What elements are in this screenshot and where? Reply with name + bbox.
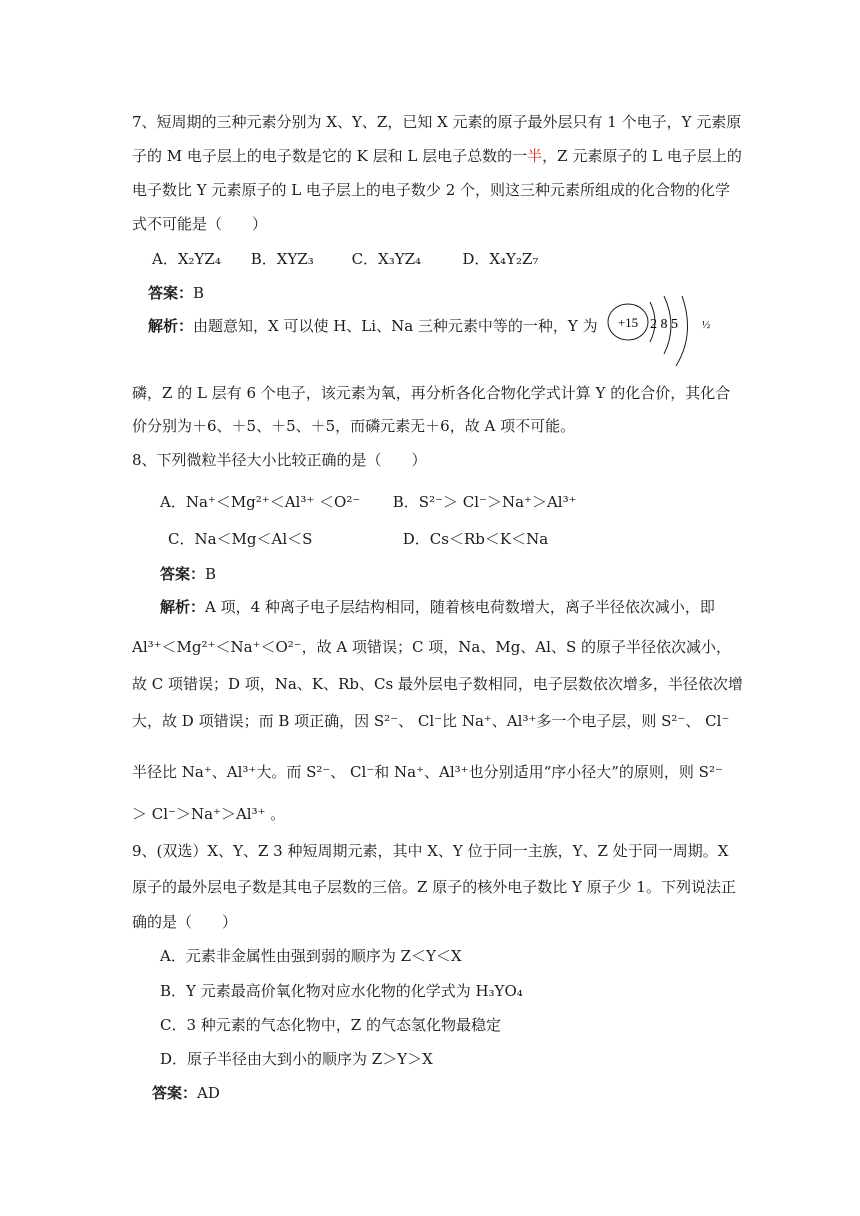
q9-stem-line-1: 9、(双选）X、Y、Z 3 种短周期元素，其中 X、Y 位于同一主族，Y、Z 处于同一周期。X [132, 842, 729, 860]
q7-options [152, 249, 538, 269]
nucleus-charge: +15 [617, 315, 639, 330]
analysis-text: A 项，4 种离子电子层结构相同，随着核电荷数增大，离子半径依次减小，即 [205, 598, 715, 616]
q7-stem-line-2 [132, 146, 742, 166]
q7-highlight: 半 [527, 147, 543, 165]
q8-answer [160, 564, 216, 584]
q8-stem: 8、下列微粒半径大小比较正确的是（ ） [132, 451, 427, 469]
q7-analysis-line-2: 磷，Z 的 L 层有 6 个电子，该元素为氧，再分析各化合物化学式计算 Y 的化合价，其化合 [132, 384, 731, 402]
q7-option-d: D．X₄Y₂Z₇ [462, 250, 539, 268]
q9-stem-line-3: 确的是（ ） [132, 913, 238, 931]
phosphorus-atom-diagram [606, 296, 716, 368]
shell-electrons: 2 8 5 [650, 317, 678, 332]
q9-stem-line-2: 原子的最外层电子数是其电子层数的三倍。Z 原子的核外电子数比 Y 原子少 1。下列说法正 [132, 878, 736, 896]
q7-analysis-line-3: 价分别为＋6、＋5、＋5、＋5，而磷元素无＋6，故 A 项不可能。 [132, 417, 576, 435]
analysis-label: 解析： [160, 598, 206, 616]
q8-option-c: C．Na＜Mg＜Al＜S [168, 530, 313, 548]
answer-label: 答案： [160, 565, 206, 583]
q7-option-a: A．X₂YZ₄ [152, 250, 221, 268]
q8-options-ab [160, 492, 577, 512]
q8-analysis-line-3: 故 C 项错误；D 项，Na、K、Rb、Cs 最外层电子数相同，电子层数依次增多，半径依次增 [132, 675, 743, 693]
q7-option-c: C．X₃YZ₄ [351, 250, 422, 268]
shell-tail: ½ [702, 319, 711, 331]
q7-stem-line-3: 电子数比 Y 元素原子的 L 电子层上的电子数少 2 个，则这三种元素所组成的化合物的化学 [132, 181, 731, 199]
q7-stem-line-4: 式不可能是（ ） [132, 215, 268, 233]
answer-label: 答案： [148, 284, 194, 302]
q7-text: ，Z 元素原子的 L 电子层上的 [542, 147, 742, 165]
q7-option-b: B．XYZ₃ [250, 250, 314, 268]
q8-option-b: B．S²⁻＞ Cl⁻＞Na⁺＞Al³⁺ [392, 493, 577, 511]
q7-analysis-line-1 [148, 316, 598, 336]
q8-option-a: A．Na⁺＜Mg²⁺＜Al³⁺ ＜O²⁻ [160, 493, 361, 511]
q7-text: 子的 M 电子层上的电子数是它的 K 层和 L 层电子总数的一 [132, 147, 528, 165]
answer-value: B [193, 284, 205, 302]
q8-analysis-line-5: 半径比 Na⁺、Al³⁺大。而 S²⁻、 Cl⁻和 Na⁺、Al³⁺也分别适用“序小径大”的原则，则 S²⁻ [132, 763, 723, 781]
answer-value: B [205, 565, 217, 583]
q8-option-d: D．Cs＜Rb＜K＜Na [402, 530, 549, 548]
q8-analysis-line-6: ＞ Cl⁻＞Na⁺＞Al³⁺ 。 [132, 805, 286, 823]
analysis-label: 解析： [148, 317, 194, 335]
answer-value: AD [197, 1084, 220, 1102]
q8-analysis-line-2: Al³⁺＜Mg²⁺＜Na⁺＜O²⁻，故 A 项错误；C 项，Na、Mg、Al、S 的原子半径依次减小， [132, 638, 731, 656]
q8-analysis-line-4: 大，故 D 项错误；而 B 项正确，因 S²⁻、 Cl⁻比 Na⁺、Al³⁺多一个电子层，则 S²⁻、 Cl⁻ [132, 712, 730, 730]
answer-label: 答案： [152, 1084, 198, 1102]
q8-options-cd [168, 529, 548, 549]
q9-option-d: D．原子半径由大到小的顺序为 Z＞Y＞X [160, 1050, 433, 1068]
q9-option-b: B．Y 元素最高价氧化物对应水化物的化学式为 H₃YO₄ [160, 982, 523, 1000]
analysis-text: 由题意知，X 可以使 H、Li、Na 三种元素中等的一种，Y 为 [193, 317, 598, 335]
q8-analysis-line-1 [160, 597, 715, 617]
q9-option-c: C．3 种元素的气态化物中，Z 的气态氢化物最稳定 [160, 1016, 501, 1034]
q7-answer [148, 283, 204, 303]
q9-option-a: A．元素非金属性由强到弱的顺序为 Z＜Y＜X [160, 947, 462, 965]
q9-answer [152, 1083, 220, 1103]
q7-stem-line-1: 7、短周期的三种元素分别为 X、Y、Z，已知 X 元素的原子最外层只有 1 个电子，Y 元素原 [132, 113, 742, 131]
